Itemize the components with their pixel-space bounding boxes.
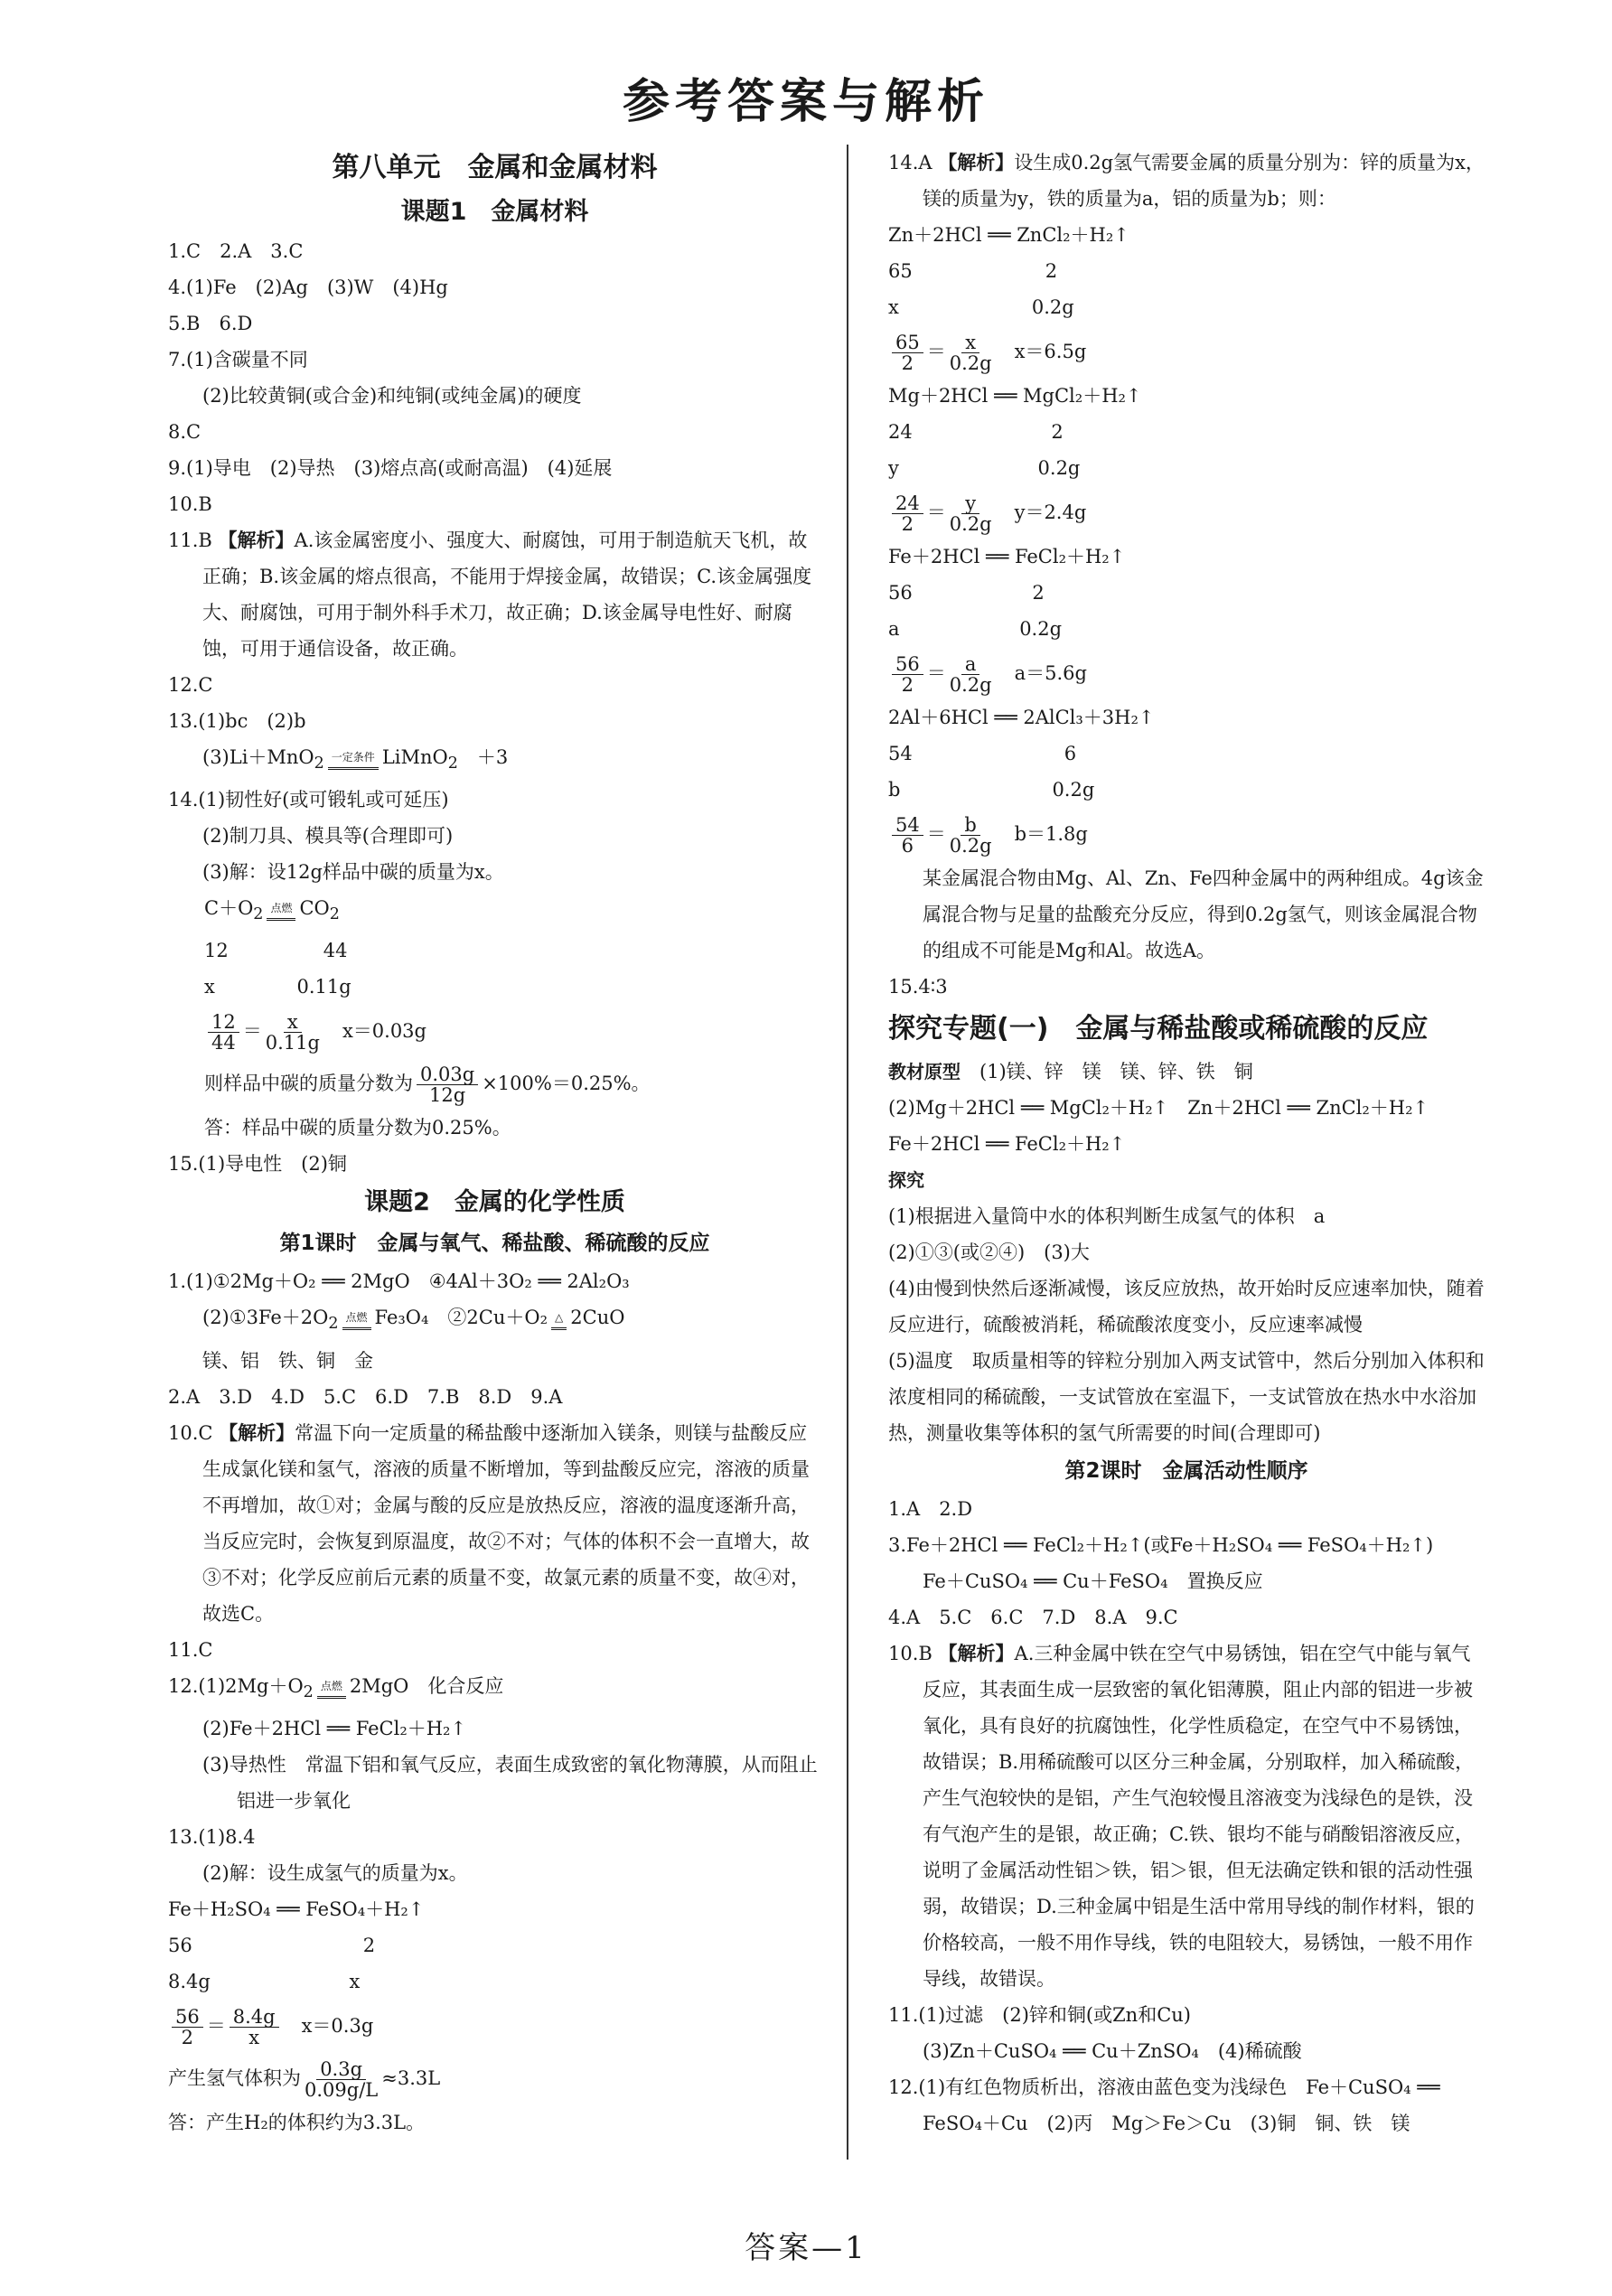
proportion: $\frac{56}{2}$ ＝ $\frac{a}{0.2g}$ a＝5.6g bbox=[888, 647, 1485, 699]
mass-fraction: 则样品中碳的质量分数为 $\frac{0.03g}{12g}$ ×100%＝0.25%。 bbox=[204, 1064, 651, 1107]
proportion: $\frac{24}{2}$ ＝ $\frac{y}{0.2g}$ y＝2.4g bbox=[888, 486, 1485, 539]
answer-line: 13.(1)bc (2)b bbox=[168, 710, 306, 732]
page-footer: 答案—1 bbox=[745, 2230, 867, 2266]
page-title: 参考答案与解析 bbox=[622, 75, 989, 129]
answer-line: Fe＋CuSO₄ ══ Cu＋FeSO₄ 置换反应 bbox=[923, 1570, 1263, 1592]
answer-line: 14.(1)韧性好(或可锻轧或可延压) bbox=[168, 789, 449, 811]
calc-row: 56 2 bbox=[168, 1934, 376, 1956]
answer-line: 7.(1)含碳量不同 bbox=[168, 349, 308, 370]
period2-heading: 第2课时 金属活动性顺序 bbox=[1064, 1459, 1308, 1483]
conclusion-paragraph: 某金属混合物由Mg、Al、Zn、Fe四种金属中的两种组成。4g该金属混合物与足量的盐酸充分反应，得到0.2g氢气，则该金属混合物的组成不可能是Mg和Al。故选A。 bbox=[923, 867, 1484, 961]
explanation-q14: 14.A 【解析】设生成0.2g氢气需要金属的质量分别为：锌的质量为x，镁的质量为y，铁的质量为a，铝的质量为b；则： bbox=[888, 152, 1485, 210]
answer-line: 4.A 5.C 6.C 7.D 8.A 9.C bbox=[888, 1607, 1178, 1628]
textbook-prototype: 教材原型 (1)镁、锌 镁 镁、锌、铁 铜 bbox=[888, 1061, 1253, 1082]
answer-line: 11.C bbox=[168, 1638, 213, 1661]
answer-line: 3.Fe＋2HCl ══ FeCl₂＋H₂↑(或Fe＋H₂SO₄ ══ FeSO₄＋H₂↑) bbox=[888, 1534, 1434, 1556]
answer-line: 15.4∶3 bbox=[888, 976, 948, 998]
lesson2-heading: 课题2 金属的化学性质 bbox=[364, 1188, 625, 1217]
calc-block-mg bbox=[888, 378, 1485, 539]
calc-row: y 0.2g bbox=[888, 457, 1081, 479]
proportion: $\frac{65}{2}$ ＝ $\frac{x}{0.2g}$ x＝6.5g bbox=[888, 325, 1485, 378]
proportion: $\frac{54}{6}$ ＝ $\frac{b}{0.2g}$ b＝1.8g bbox=[888, 808, 1485, 860]
answer-line: (2)解：设生成氢气的质量为x。 bbox=[202, 1861, 468, 1884]
answer-line: 8.C bbox=[168, 421, 202, 443]
calc-block-al bbox=[888, 699, 1485, 860]
answer-line: (2)①③(或②④) (3)大 bbox=[888, 1242, 1090, 1263]
answer-line: 1.(1)①2Mg＋O₂ ══ 2MgO ④4Al＋3O₂ ══ 2Al₂O₃ bbox=[168, 1270, 630, 1293]
answer-line: (3)解：设12g样品中碳的质量为x。 bbox=[202, 861, 504, 884]
answer-line: 5.B 6.D bbox=[168, 313, 253, 334]
topic-heading: 探究专题(一) 金属与稀盐酸或稀硫酸的反应 bbox=[888, 1013, 1429, 1045]
answer-line: 9.(1)导电 (2)导热 (3)熔点高(或耐高温) (4)延展 bbox=[168, 457, 613, 479]
equation-line: Fe＋2HCl ══ FeCl₂＋H₂↑ bbox=[888, 546, 1126, 567]
answer-line: (2)比较黄铜(或合金)和纯铜(或纯金属)的硬度 bbox=[202, 385, 582, 407]
equation-line: Mg＋2HCl ══ MgCl₂＋H₂↑ bbox=[888, 385, 1142, 407]
answer-line: 1.C 2.A 3.C bbox=[168, 240, 304, 262]
lesson1-heading: 课题1 金属材料 bbox=[400, 198, 589, 226]
period1-heading: 第1课时 金属与氧气、稀盐酸、稀硫酸的反应 bbox=[279, 1232, 710, 1256]
calc-row: 54 6 bbox=[888, 743, 1077, 764]
answer-line: (2)Fe＋2HCl ══ FeCl₂＋H₂↑ bbox=[202, 1717, 467, 1739]
answer-line: 11.(1)过滤 (2)锌和铜(或Zn和Cu) bbox=[888, 2004, 1191, 2026]
unit-heading: 第八单元 金属和金属材料 bbox=[332, 152, 658, 183]
answer-paragraph: (4)由慢到快然后逐渐减慢，该反应放热，故开始时反应速率加快，随着反应进行，硫酸被消耗，稀硫酸浓度变小，反应速率减慢 bbox=[888, 1278, 1485, 1335]
calc-row: 8.4g x bbox=[168, 1970, 361, 1992]
equation-line: Fe＋H₂SO₄ ══ FeSO₄＋H₂↑ bbox=[168, 1898, 425, 1920]
explore-label: 探究 bbox=[888, 1169, 924, 1191]
calc-row: 65 2 bbox=[888, 260, 1058, 282]
calc-row: 12 44 bbox=[204, 940, 348, 962]
equation-line: $12.(1)2Mg+O_2$ 点燃 2MgO 化合反应 bbox=[168, 1674, 504, 1701]
answer-line: (1)根据进入量筒中水的体积判断生成氢气的体积 a bbox=[888, 1205, 1326, 1227]
answer-line: Fe＋2HCl ══ FeCl₂＋H₂↑ bbox=[888, 1133, 1126, 1155]
answer-line: 13.(1)8.4 bbox=[168, 1825, 256, 1848]
explanation-q10b: 10.B 【解析】A.三种金属中铁在空气中易锈蚀，铝在空气中能与氧气反应，其表面生成一层致密的氧化铝薄膜，阻止内部的铝进一步被氧化，具有良好的抗腐蚀性，化学性质稳定，在空气中不易锈蚀，故错误；B.用稀硫酸可以区分三种金属，分别取样，加入稀硫酸，产生气泡较快的是铝，产生气泡较慢且溶液变为浅绿色的是铁，没有气泡产生的是银，故正确；C.铁、银均不能与硝酸铝溶液反应，说明了金属活动性铝＞铁，铝＞银，但无法确定铁和银的活动性强弱，故错误；D.三种金属中铝是生活中常用导线的制作材料，银的价格较高，一般不用作导线，铁的电阻较大，易锈蚀，一般不用作导线，故错误。 bbox=[888, 1643, 1475, 1990]
calc-block-zn bbox=[888, 217, 1485, 378]
volume-line: 产生氢气体积为 $\frac{0.3g}{0.09g/L}$ ≈3.3L bbox=[168, 2057, 441, 2101]
equation-q13: (3)Li＋MnO$_2$ 一定条件 LiMnO$_2$ ＋3 bbox=[202, 746, 509, 773]
answer-line: 10.B bbox=[168, 493, 212, 515]
right-column bbox=[888, 145, 1485, 2141]
equation-line: 2Al＋6HCl ══ 2AlCl₃＋3H₂↑ bbox=[888, 707, 1155, 728]
column-divider bbox=[847, 145, 848, 2160]
calc-block-fe bbox=[888, 539, 1485, 699]
calc-row: x 0.11g bbox=[204, 976, 351, 998]
answer-line: 12.C bbox=[168, 674, 213, 696]
equation-carbon: $C+O_2$ 点燃 $CO_2$ bbox=[204, 897, 340, 924]
answer-line: (3)导热性 常温下铝和氧气反应，表面生成致密的氧化物薄膜，从而阻止铝进一步氧化 bbox=[202, 1753, 818, 1812]
answer-line: 4.(1)Fe (2)Ag (3)W (4)Hg bbox=[168, 276, 448, 298]
explanation-q11: 11.B 【解析】A.该金属密度小、强度大、耐腐蚀，可用于制造航天飞机，故正确；B.该金属的熔点很高，不能用于焊接金属，故错误；C.该金属强度大、耐腐蚀，可用于制外科手术刀，故正确；D.该金属导电性好、耐腐蚀，可用于通信设备，故正确。 bbox=[168, 529, 812, 660]
equation-line: $(2)①3Fe+2O_2$ 点燃 Fe₃O₄ ②2Cu＋O₂ △ 2CuO bbox=[202, 1307, 625, 1334]
answer-paragraph: (5)温度 取质量相等的锌粒分别加入两支试管中，然后分别加入体积和浓度相同的稀硫酸，一支试管放在室温下，一支试管放在热水中水浴加热，测量收集等体积的氢气所需要的时间(合理即可) bbox=[888, 1350, 1485, 1444]
calc-row: 56 2 bbox=[888, 582, 1045, 604]
answer-line: 镁、铝 铁、铜 金 bbox=[202, 1349, 373, 1372]
calc-row: 24 2 bbox=[888, 421, 1064, 443]
answer-line: (2)制刀具、模具等(合理即可) bbox=[202, 825, 454, 848]
answer-line: (2)Mg＋2HCl ══ MgCl₂＋H₂↑ Zn＋2HCl ══ ZnCl₂＋H₂↑ bbox=[888, 1097, 1429, 1119]
equation-line: Zn＋2HCl ══ ZnCl₂＋H₂↑ bbox=[888, 224, 1129, 246]
answer-line: 答：样品中碳的质量分数为0.25%。 bbox=[204, 1117, 511, 1139]
answer-line: 1.A 2.D bbox=[888, 1498, 973, 1520]
answer-line: 答：产生H₂的体积约为3.3L。 bbox=[168, 2111, 426, 2133]
calc-row: b 0.2g bbox=[888, 779, 1095, 801]
answer-line: 12.(1)有红色物质析出，溶液由蓝色变为浅绿色 Fe＋CuSO₄ ══ bbox=[888, 2076, 1440, 2098]
left-column bbox=[168, 145, 821, 2141]
calc-row: x 0.2g bbox=[888, 296, 1074, 318]
answer-line: 2.A 3.D 4.D 5.C 6.D 7.B 8.D 9.A bbox=[168, 1385, 563, 1408]
explanation-q10: 10.C 【解析】常温下向一定质量的稀盐酸中逐渐加入镁条，则镁与盐酸反应生成氯化镁和氢气，溶液的质量不断增加，等到盐酸反应完，溶液的质量不再增加，故①对；金属与酸的反应是放热反应，溶液的温度逐渐升高，当反应完时，会恢复到原温度，故②不对；气体的体积不会一直增大，故③不对；化学反应前后元素的质量不变，故氯元素的质量不变，故④对，故选C。 bbox=[168, 1421, 810, 1625]
answer-line: FeSO₄＋Cu (2)丙 Mg＞Fe＞Cu (3)铜 铜、铁 镁 bbox=[923, 2113, 1410, 2134]
answer-line: (3)Zn＋CuSO₄ ══ Cu＋ZnSO₄ (4)稀硫酸 bbox=[923, 2040, 1302, 2062]
proportion: $\frac{12}{44}$ ＝ $\frac{x}{0.11g}$ x＝0.03g bbox=[168, 1005, 821, 1057]
proportion: $\frac{56}{2}$ ＝ $\frac{8.4g}{x}$ x＝0.3g bbox=[168, 2000, 821, 2052]
answer-line: 15.(1)导电性 (2)铜 bbox=[168, 1153, 347, 1176]
calc-row: a 0.2g bbox=[888, 618, 1063, 640]
